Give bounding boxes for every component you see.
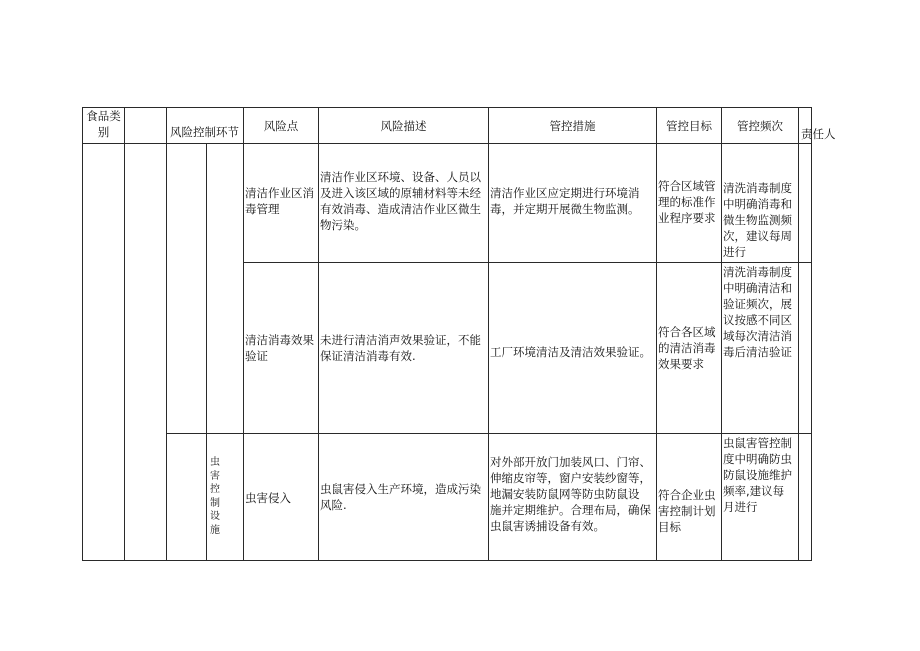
cell-text-line: 的清洁消毒 [658, 341, 716, 355]
header-food-category-line1: 食品类 [86, 109, 121, 123]
cell-text-line: 清洗消毒制度 [723, 265, 792, 279]
header-food-category [83, 108, 124, 140]
cell-risk-point [245, 332, 314, 364]
cell-control-measures [490, 454, 651, 534]
cell-text-line: 清洗消毒制度 [723, 181, 792, 195]
cell-text-line: 月进行 [723, 500, 758, 514]
cell-text-line: 进行 [723, 245, 746, 259]
cell-risk-point [245, 185, 314, 217]
cell-text-line: 中明确消毒和 [723, 197, 792, 211]
cell-text-line: 未进行清洁消声效果验证，不能 [320, 333, 481, 347]
header-risk-control-link: 风险控制环节 [170, 125, 239, 139]
grid-line-col1 [124, 107, 125, 561]
cell-text-line: 频率,建议每 [723, 484, 785, 498]
cell-text-line: 对外部开放门加装风口、门帘、 [490, 455, 651, 469]
grid-line-row1-bottom [243, 262, 812, 263]
cell-text-line: 次，建议每周 [723, 229, 792, 243]
cell-text-line: 虫鼠害管控制 [723, 436, 792, 450]
cell-risk-description [320, 332, 481, 364]
grid-line-col3 [206, 143, 207, 561]
cell-control-measures [490, 344, 651, 360]
grid-line-col10 [811, 107, 812, 561]
cell-text-line: 伸缩皮帘等，窗户安装纱窗等， [490, 471, 651, 485]
cell-text-line: 保证清洁消毒有效. [320, 349, 416, 363]
cell-text-line: 业程序要求 [658, 211, 716, 225]
cell-text-line: 虫鼠害侵入生产环境，造成污染 [320, 482, 481, 496]
cell-control-frequency [723, 264, 792, 360]
cell-text-line: 防鼠设施维护 [723, 468, 792, 482]
grid-line-top [82, 107, 812, 108]
cell-text-line: 有效消毒、造成清洁作业区微生 [320, 202, 481, 216]
cell-text-line: 验证 [245, 349, 268, 363]
header-control-target: 管控目标 [666, 119, 712, 133]
grid-line-col5 [318, 107, 319, 561]
cell-text-line: 虫鼠害诱捕设备有效。 [490, 519, 605, 533]
cell-text-line: 清洁消毒效果 [245, 333, 314, 347]
grid-line-header-bottom [82, 143, 812, 144]
cell-text-line: 度中明确防虫 [723, 452, 792, 466]
grid-line-row2-bottom [166, 433, 812, 434]
grid-line-col6 [488, 107, 489, 561]
cell-text-line: 符合区域管 [658, 179, 716, 193]
cell-text-line: 及进入该区域的原辅材料等未经 [320, 186, 481, 200]
grid-line-col9 [798, 107, 799, 561]
cell-text-line: 中明确清洁和 [723, 281, 792, 295]
cell-risk-description [320, 169, 481, 233]
cell-text-line: 物污染。 [320, 218, 366, 232]
cell-text-line: 毒后清洁验证 [723, 345, 792, 359]
cell-text-line: 理的标准作 [658, 195, 716, 209]
header-control-measures: 管控措施 [549, 119, 596, 133]
cell-sub-link-vertical: 虫害控制设施 [210, 457, 220, 536]
header-responsible-person: 责任人 [801, 127, 836, 141]
cell-text-line: 微生物监测频 [723, 213, 792, 227]
header-food-category-line2: 别 [97, 125, 110, 139]
header-risk-description: 风险描述 [380, 119, 427, 133]
cell-text-line: 符合各区域 [658, 325, 716, 339]
cell-text-line: 害控制计划 [658, 504, 716, 518]
cell-text-line: 地漏安装防鼠网等防虫防鼠设 [490, 487, 640, 501]
cell-text-line: 清洁作业区消 [245, 186, 314, 200]
grid-line-col0 [82, 107, 83, 561]
grid-line-col2 [166, 107, 167, 561]
cell-text-line: 风险. [320, 498, 347, 512]
cell-text-line: 清洁作业区环境、设备、人员以 [320, 170, 481, 184]
header-risk-point: 风险点 [263, 119, 299, 133]
cell-risk-description [320, 481, 481, 513]
cell-control-target [658, 178, 716, 226]
cell-text-line: 毒管理 [245, 202, 280, 216]
cell-text-line: 毒，并定期开展微生物监测。 [490, 202, 640, 216]
cell-text-line: 议按感不同区 [723, 313, 792, 327]
cell-control-target [658, 324, 716, 372]
grid-line-col4 [243, 107, 244, 561]
cell-text-line: 工厂环境清洁及清洁效果验证。 [490, 345, 651, 359]
cell-text-line: 效果要求 [658, 357, 704, 371]
grid-line-col8 [721, 107, 722, 561]
cell-text-line: 清洁作业区应定期进行环境消 [490, 186, 640, 200]
cell-text-line: 符合企业虫 [658, 488, 716, 502]
cell-control-frequency [723, 180, 792, 260]
header-control-frequency: 管控频次 [737, 119, 783, 133]
cell-text-line: 虫害侵入 [245, 491, 291, 505]
cell-risk-point [245, 490, 291, 506]
cell-control-frequency [723, 435, 792, 515]
cell-control-target [658, 487, 716, 535]
grid-line-bottom [82, 560, 812, 561]
cell-control-measures [490, 185, 640, 217]
cell-text-line: 施并定期维护。合理布局，确保 [490, 503, 651, 517]
grid-line-col7 [656, 107, 657, 561]
cell-text-line: 域每次清洁消 [723, 329, 792, 343]
cell-text-line: 目标 [658, 520, 681, 534]
cell-text-line: 验证频次，展 [723, 297, 792, 311]
